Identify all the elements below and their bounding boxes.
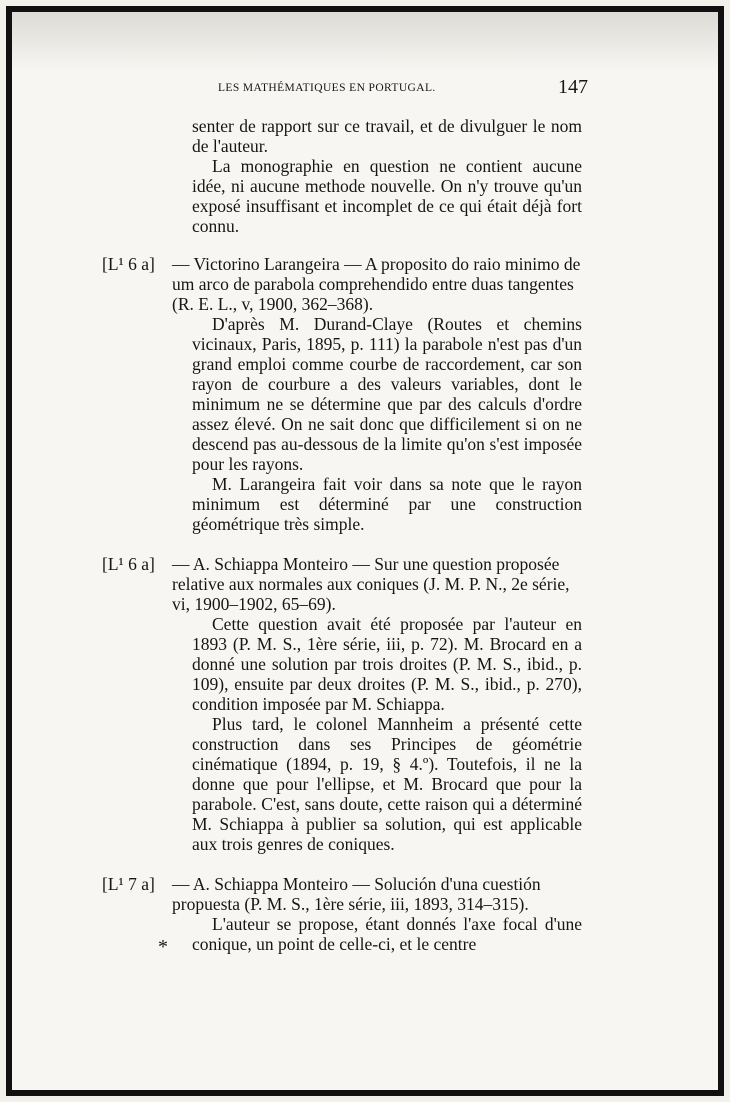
bibliography-entry [102, 874, 582, 914]
entry-paragraph: L'auteur se propose, étant donnés l'axe focal d'une conique, un point de celle-ci, et le centre [192, 914, 582, 954]
page-body [102, 116, 582, 954]
intro-paragraph-1: senter de rapport sur ce travail, et de divulguer le nom de l'auteur. [192, 116, 582, 156]
classification-code: [L¹ 6 a] [102, 254, 155, 274]
entry-citation: — A. Schiappa Monteiro — Sur une question proposée relative aux normales aux coniques (J. M. P. N., 2e série, vi, 1900–1902, 65–69). [172, 554, 570, 614]
page-shading [12, 12, 718, 72]
entry-paragraph: Plus tard, le colonel Mannheim a présenté cette construction dans ses Principes de géométrie cinématique (1894, p. 19, § 4.º). Toutefois, il ne la donne que pour l'ellipse, et M. Brocard que pour la parabole. C'est, sans doute, cette raison qui a déterminé M. Schiappa à publier sa solution, qui est applicable aux trois genres de coniques. [192, 714, 582, 854]
entry-paragraph: Cette question avait été proposée par l'auteur en 1893 (P. M. S., 1ère série, iii, p. 72). M. Brocard en a donné une solution par trois droites (P. M. S., ibid., p. 109), ensuite par deux droites (P. M. S., ibid., p. 270), condition imposée par M. Schiappa. [192, 614, 582, 714]
intro-paragraph-2: La monographie en question ne contient aucune idée, ni aucune methode nouvelle. On n'y trouve qu'un exposé insuffisant et incomplet de ce qui était déjà fort connu. [192, 156, 582, 236]
footnote-mark: * [158, 936, 168, 958]
bibliography-entry [102, 554, 582, 614]
entry-citation: — A. Schiappa Monteiro — Solución d'una cuestión propuesta (P. M. S., 1ère série, iii, 1893, 314–315). [172, 874, 541, 914]
bibliography-entry [102, 254, 582, 314]
classification-code: [L¹ 7 a] [102, 874, 155, 894]
page-number: 147 [558, 76, 588, 98]
classification-code: [L¹ 6 a] [102, 554, 155, 574]
header-title: LES MATHÉMATIQUES EN PORTUGAL. [218, 82, 436, 94]
entry-paragraph: M. Larangeira fait voir dans sa note que le rayon minimum est déterminé par une construction géométrique très simple. [192, 474, 582, 534]
entry-citation: — Victorino Larangeira — A proposito do raio minimo de um arco de parabola comprehendido entre duas tangentes (R. E. L., v, 1900, 362–368). [172, 254, 581, 314]
entry-paragraph: D'après M. Durand-Claye (Routes et chemins vicinaux, Paris, 1895, p. 111) la parabole n'est pas d'un grand emploi comme courbe de raccordement, car son rayon de courbure a des valeurs variables, dont le minimum ne se détermine que par des calculs d'ordre assez élevé. On ne sait donc que difficilement si on ne descend pas au-dessous de la limite qu'on s'est imposée pour les rayons. [192, 314, 582, 474]
